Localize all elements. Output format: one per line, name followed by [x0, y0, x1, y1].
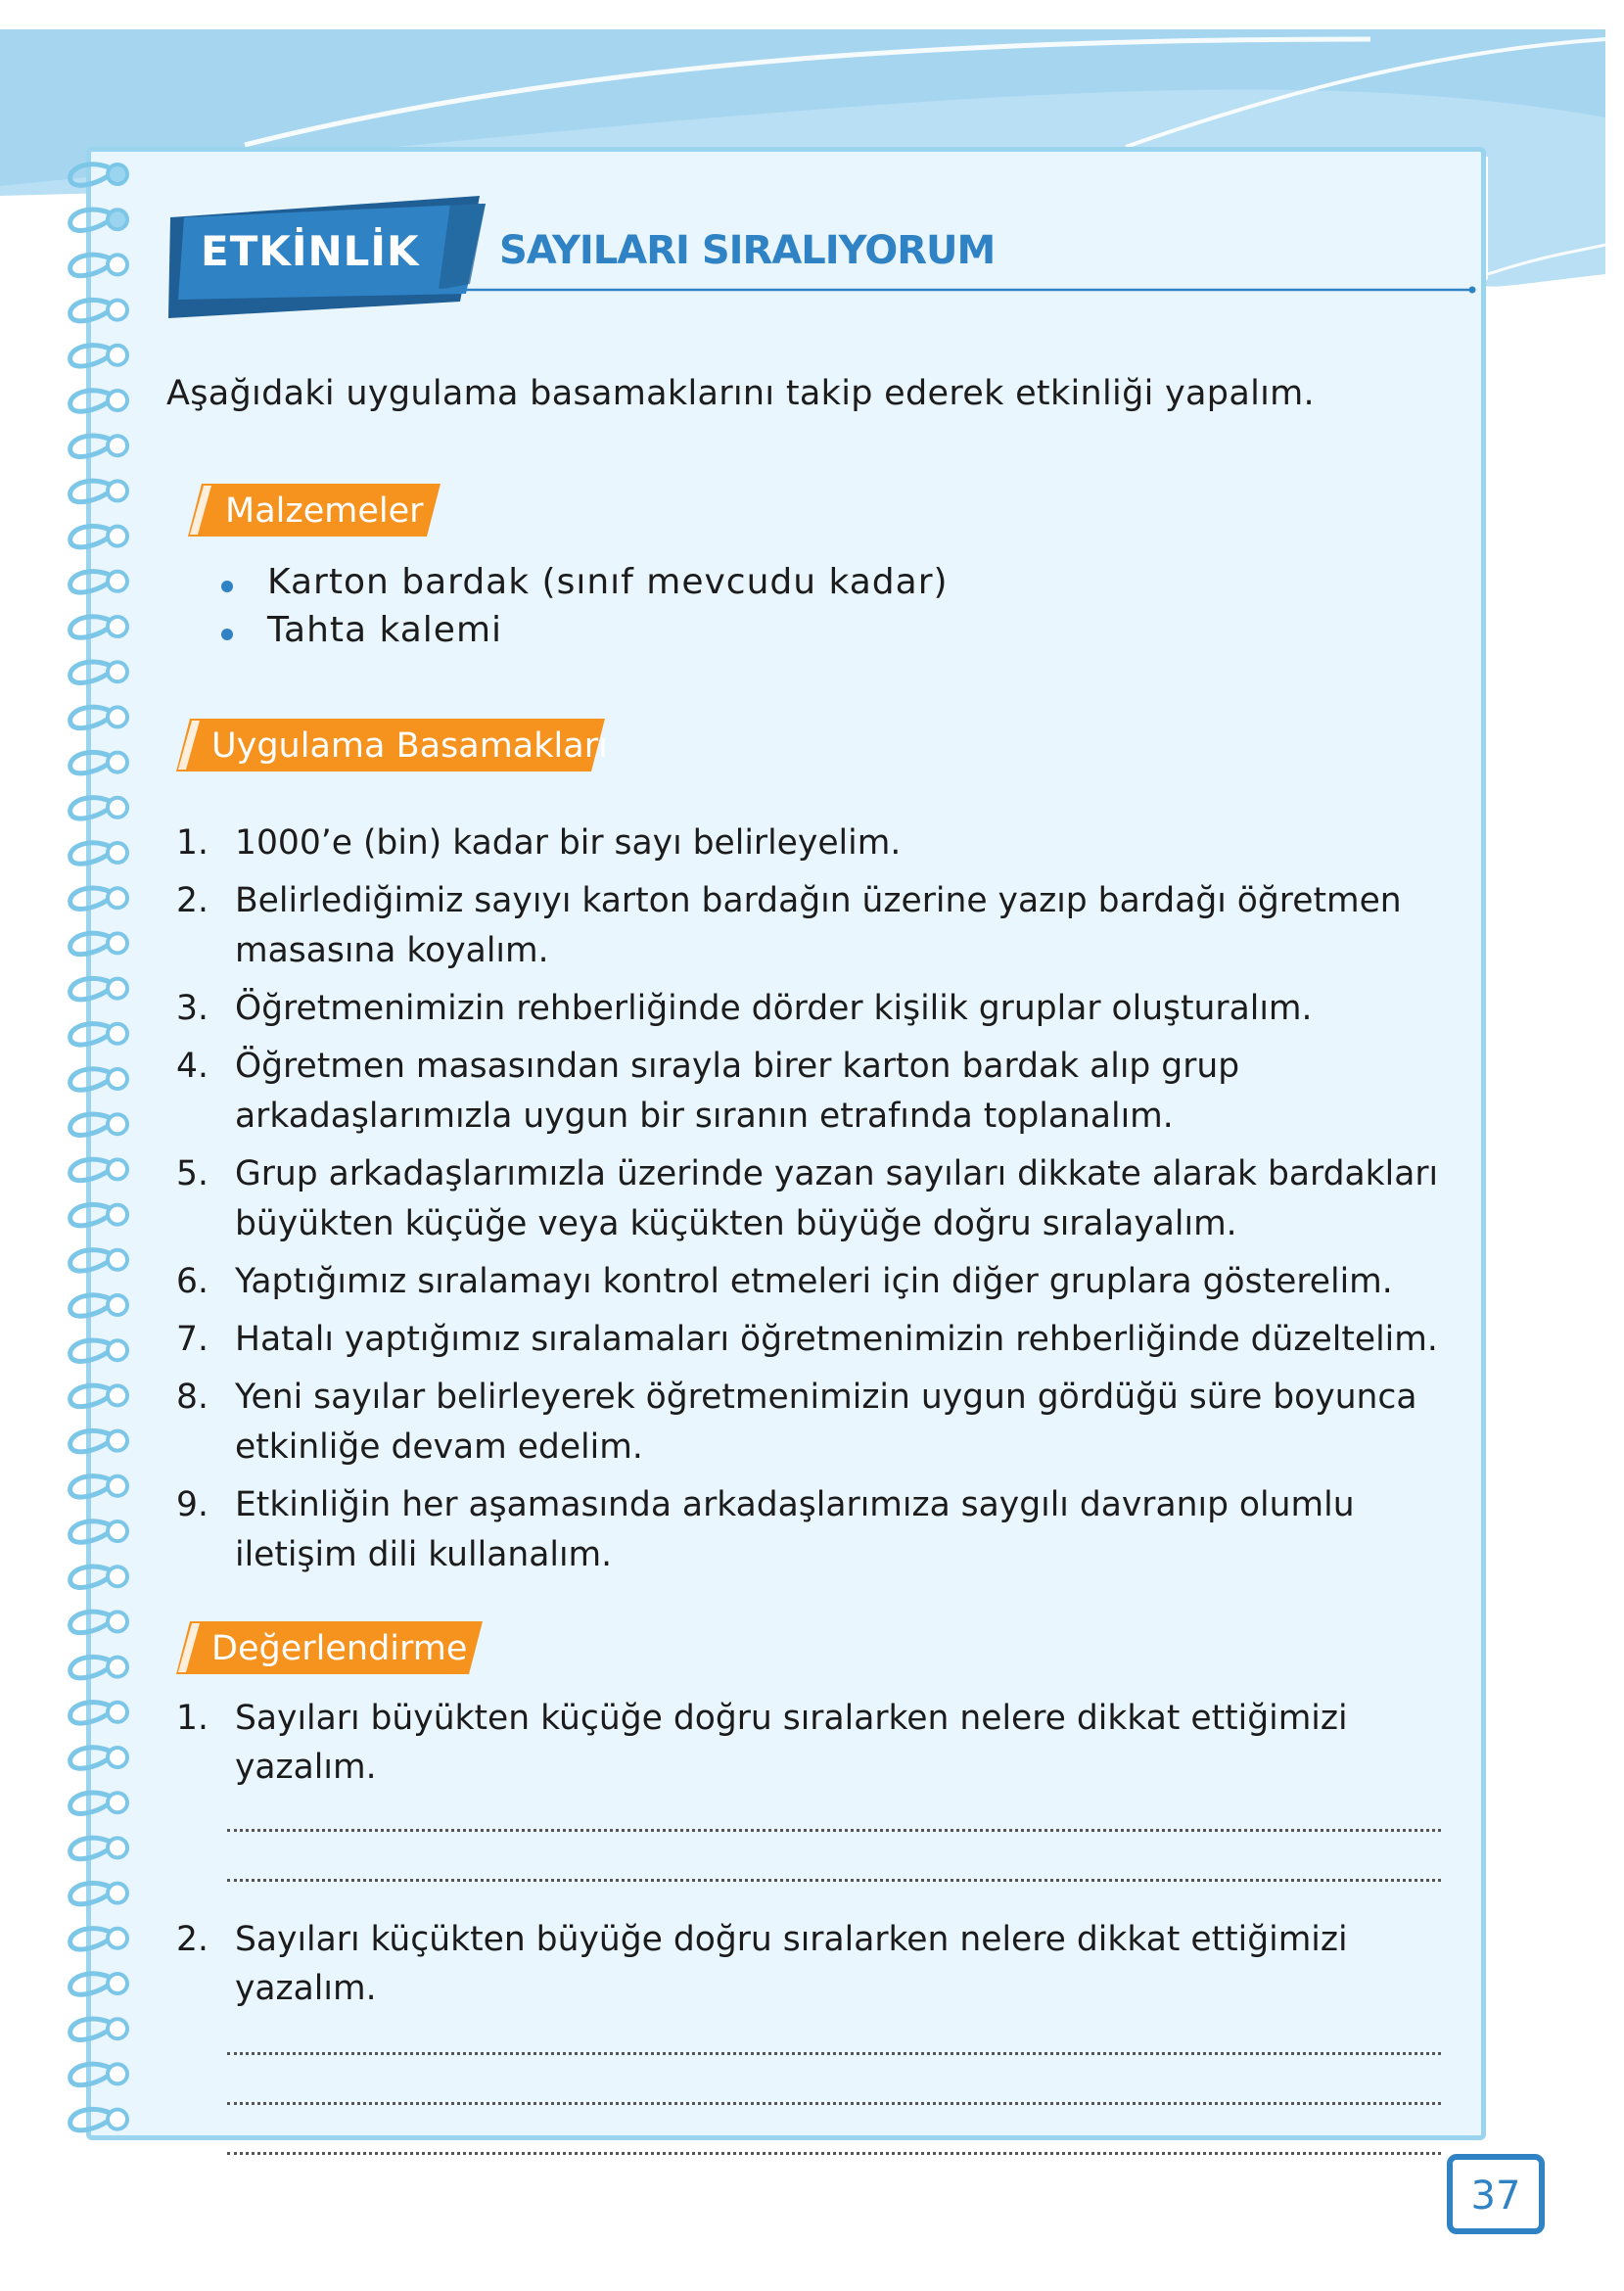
- list-item-text: Karton bardak (sınıf mevcudu kadar): [267, 562, 949, 602]
- step-text: Grup arkadaşlarımızla üzerinde yazan sayıları dikkate alarak bardakları büyükten küçüğe veya küçükten büyüğe doğru sıralayalım.: [235, 1154, 1439, 1243]
- spiral-ring-icon: [70, 300, 127, 320]
- step-text: Yaptığımız sıralamayı kontrol etmeleri için diğer gruplara gösterelim.: [235, 1262, 1393, 1301]
- question-text: Sayıları büyükten küçüğe doğru sıralarken nelere dikkat ettiğimizi yazalım.: [235, 1699, 1348, 1787]
- spiral-ring-icon: [70, 1204, 127, 1225]
- spiral-ring-icon: [70, 255, 127, 275]
- list-item: [210, 610, 1189, 658]
- spiral-ring-icon: [70, 978, 127, 999]
- spiral-ring-icon: [70, 1612, 127, 1632]
- step-item: [176, 1149, 1478, 1249]
- spiral-ring-icon: [70, 1159, 127, 1180]
- spiral-ring-icon: [70, 2109, 127, 2129]
- evaluation-list: [176, 1694, 1478, 2155]
- evaluation-question: [176, 1915, 1478, 2013]
- spiral-ring-icon: [70, 346, 127, 366]
- steps-list: [176, 818, 1478, 1588]
- spiral-ring-icon: [70, 933, 127, 954]
- spiral-ring-icon: [70, 1974, 127, 1994]
- spiral-ring-icon: [70, 843, 127, 864]
- spiral-ring-icon: [70, 1566, 127, 1587]
- title-underline: [431, 286, 1478, 294]
- step-item: [176, 1315, 1478, 1365]
- step-number: 3.: [176, 989, 209, 1028]
- step-text: Etkinliğin her aşamasında arkadaşlarımıza saygılı davranıp olumlu iletişim dili kullanalım.: [235, 1485, 1355, 1574]
- spiral-ring-icon: [70, 1024, 127, 1045]
- spiral-ring-icon: [70, 1069, 127, 1090]
- spiral-ring-icon: [70, 1838, 127, 1858]
- step-item: [176, 1480, 1478, 1580]
- spiral-ring-icon: [70, 662, 127, 682]
- spiral-ring-icon: [70, 1748, 127, 1768]
- steps-heading: Uygulama Basamakları: [211, 726, 608, 766]
- spiral-ring-icon: [70, 1385, 127, 1406]
- spiral-ring-icon: [70, 1114, 127, 1135]
- step-number: 5.: [176, 1154, 209, 1193]
- activity-badge-label: ETKİNLİK: [201, 227, 420, 275]
- spiral-ring-icon: [70, 798, 127, 818]
- materials-heading-tab: [188, 484, 442, 538]
- list-item: [210, 562, 1189, 610]
- step-item: [176, 876, 1478, 976]
- spiral-ring-icon: [70, 1883, 127, 1903]
- steps-heading-tab: [176, 719, 607, 773]
- step-number: 9.: [176, 1485, 209, 1524]
- spiral-ring-icon: [70, 1430, 127, 1451]
- spiral-ring-icon: [70, 1250, 127, 1271]
- question-number: 2.: [176, 1920, 209, 1959]
- materials-heading: Malzemeler: [225, 491, 424, 531]
- step-number: 6.: [176, 1262, 209, 1301]
- evaluation-heading: Değerlendirme: [211, 1629, 468, 1668]
- spiral-binding: [57, 147, 155, 2140]
- page-number: 37: [1470, 2174, 1521, 2219]
- step-text: Hatalı yaptığımız sıralamaları öğretmenimizin rehberliğinde düzeltelim.: [235, 1320, 1438, 1359]
- step-item: [176, 984, 1478, 1034]
- step-item: [176, 1257, 1478, 1307]
- spiral-ring-icon: [70, 2019, 127, 2039]
- evaluation-heading-tab: [176, 1621, 485, 1676]
- spiral-ring-icon: [70, 391, 127, 411]
- spiral-ring-icon: [70, 481, 127, 501]
- spiral-ring-icon: [70, 1793, 127, 1813]
- step-number: 7.: [176, 1320, 209, 1359]
- step-item: [176, 818, 1478, 868]
- step-text: Öğretmenimizin rehberliğinde dörder kişilik gruplar oluşturalım.: [235, 989, 1313, 1028]
- spiral-ring-icon: [70, 1703, 127, 1723]
- spiral-ring-icon: [70, 707, 127, 727]
- spiral-ring-icon: [70, 617, 127, 637]
- spiral-ring-icon: [70, 1929, 127, 1949]
- spiral-ring-icon: [70, 1340, 127, 1361]
- answer-line[interactable]: [227, 2102, 1441, 2105]
- step-number: 1.: [176, 823, 209, 863]
- answer-line[interactable]: [227, 1829, 1441, 1832]
- step-text: Belirlediğimiz sayıyı karton bardağın üzerine yazıp bardağı öğretmen masasına koyalım.: [235, 881, 1402, 970]
- step-number: 4.: [176, 1047, 209, 1086]
- answer-line[interactable]: [227, 2052, 1441, 2055]
- intro-text: Aşağıdaki uygulama basamaklarını takip ederek etkinliği yapalım.: [166, 374, 1315, 413]
- answer-line[interactable]: [227, 2152, 1441, 2155]
- spiral-ring-icon: [70, 572, 127, 592]
- materials-list: [210, 562, 1189, 658]
- evaluation-question: [176, 1694, 1478, 1792]
- spiral-ring-icon: [70, 752, 127, 772]
- spiral-ring-icon: [70, 1476, 127, 1497]
- question-number: 1.: [176, 1699, 209, 1738]
- spiral-ring-icon: [70, 164, 127, 185]
- page-number-box: [1447, 2154, 1545, 2234]
- bullet-icon: [221, 581, 233, 592]
- spiral-ring-icon: [70, 1521, 127, 1542]
- step-item: [176, 1042, 1478, 1142]
- spiral-ring-icon: [70, 1657, 127, 1677]
- spiral-ring-icon: [70, 210, 127, 230]
- spiral-ring-icon: [70, 1295, 127, 1316]
- question-text: Sayıları küçükten büyüğe doğru sıralarken nelere dikkat ettiğimizi yazalım.: [235, 1920, 1348, 2008]
- page-title: SAYILARI SIRALIYORUM: [499, 228, 996, 273]
- bullet-icon: [221, 629, 233, 640]
- spiral-ring-icon: [70, 888, 127, 909]
- step-number: 2.: [176, 881, 209, 920]
- answer-line[interactable]: [227, 1879, 1441, 1882]
- spiral-ring-icon: [70, 2064, 127, 2084]
- step-text: Öğretmen masasından sırayla birer karton bardak alıp grup arkadaşlarımızla uygun bir sıranın etrafında toplanalım.: [235, 1047, 1240, 1136]
- step-text: Yeni sayılar belirleyerek öğretmenimizin uygun gördüğü süre boyunca etkinliğe devam edelim.: [235, 1378, 1417, 1467]
- step-item: [176, 1373, 1478, 1473]
- list-item-text: Tahta kalemi: [267, 610, 503, 650]
- spiral-ring-icon: [70, 526, 127, 546]
- step-number: 8.: [176, 1378, 209, 1417]
- spiral-ring-icon: [70, 436, 127, 456]
- step-text: 1000’e (bin) kadar bir sayı belirleyelim.: [235, 823, 902, 863]
